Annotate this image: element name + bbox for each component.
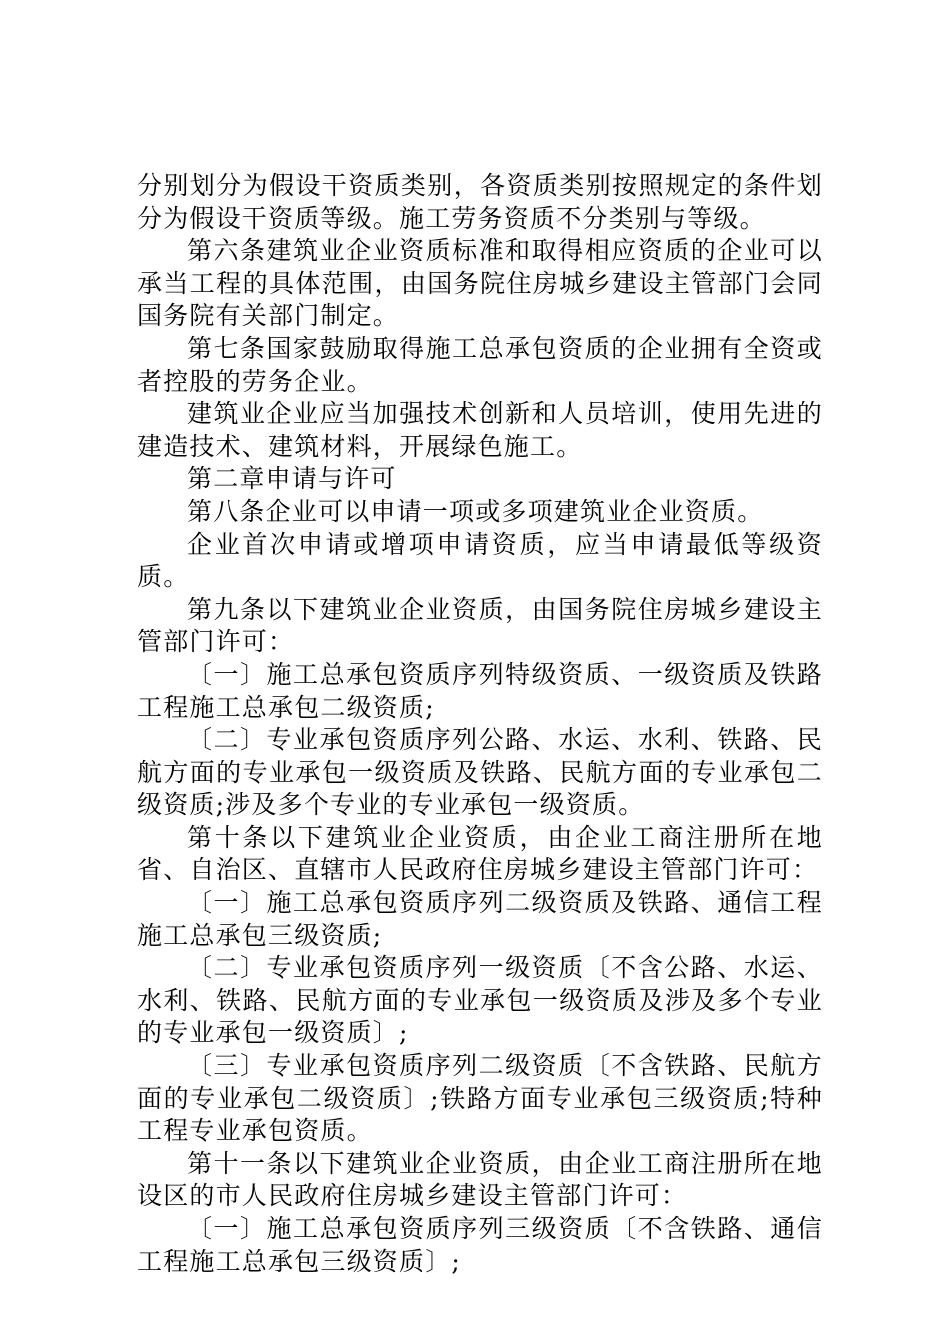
- paragraph-article-6: 第六条建筑业企业资质标准和取得相应资质的企业可以承当工程的具体范围，由国务院住房城乡建设主管部门会同国务院有关部门制定。: [137, 236, 823, 331]
- list-item: 〔二〕专业承包资质序列一级资质〔不含公路、水运、水利、铁路、民航方面的专业承包一级资质及涉及多个专业的专业承包一级资质〕;: [137, 953, 823, 1048]
- list-item: 〔二〕专业承包资质序列公路、水运、水利、铁路、民航方面的专业承包一级资质及铁路、民航方面的专业承包二级资质;涉及多个专业的专业承包一级资质。: [137, 725, 823, 820]
- list-item: 〔一〕施工总承包资质序列特级资质、一级资质及铁路工程施工总承包二级资质;: [137, 659, 823, 722]
- chapter-heading: 第二章申请与许可: [187, 464, 397, 494]
- paragraph-article-10: 第十条以下建筑业企业资质，由企业工商注册所在地省、自治区、直辖市人民政府住房城乡建设主管部门许可：: [137, 822, 823, 885]
- paragraph-article-7: 第七条国家鼓励取得施工总承包资质的企业拥有全资或者控股的劳务企业。: [137, 333, 823, 396]
- paragraph-intro-continued: 分别划分为假设干资质类别，各资质类别按照规定的条件划分为假设干资质等级。施工劳务资质不分类别与等级。: [137, 171, 823, 233]
- list-item: 〔三〕专业承包资质序列二级资质〔不含铁路、民航方面的专业承包二级资质〕;铁路方面专业承包三级资质;特种工程专业承包资质。: [137, 1051, 823, 1146]
- list-item: 〔一〕施工总承包资质序列二级资质及铁路、通信工程施工总承包三级资质;: [137, 888, 823, 950]
- list-item: 〔一〕施工总承包资质序列三级资质〔不含铁路、通信工程施工总承包三级资质〕;: [137, 1214, 823, 1276]
- paragraph-article-8: 第八条企业可以申请一项或多项建筑业企业资质。: [187, 496, 764, 526]
- document-page: [137, 170, 823, 1278]
- paragraph-article-7-b: 建筑业企业应当加强技术创新和人员培训，使用先进的建造技术、建筑材料，开展绿色施工。: [137, 399, 823, 461]
- paragraph-article-11: 第十一条以下建筑业企业资质，由企业工商注册所在地设区的市人民政府住房城乡建设主管部门许可：: [137, 1148, 823, 1211]
- paragraph-article-9: 第九条以下建筑业企业资质，由国务院住房城乡建设主管部门许可：: [137, 594, 823, 657]
- paragraph-article-8-b: 企业首次申请或增项申请资质，应当申请最低等级资质。: [137, 529, 823, 592]
